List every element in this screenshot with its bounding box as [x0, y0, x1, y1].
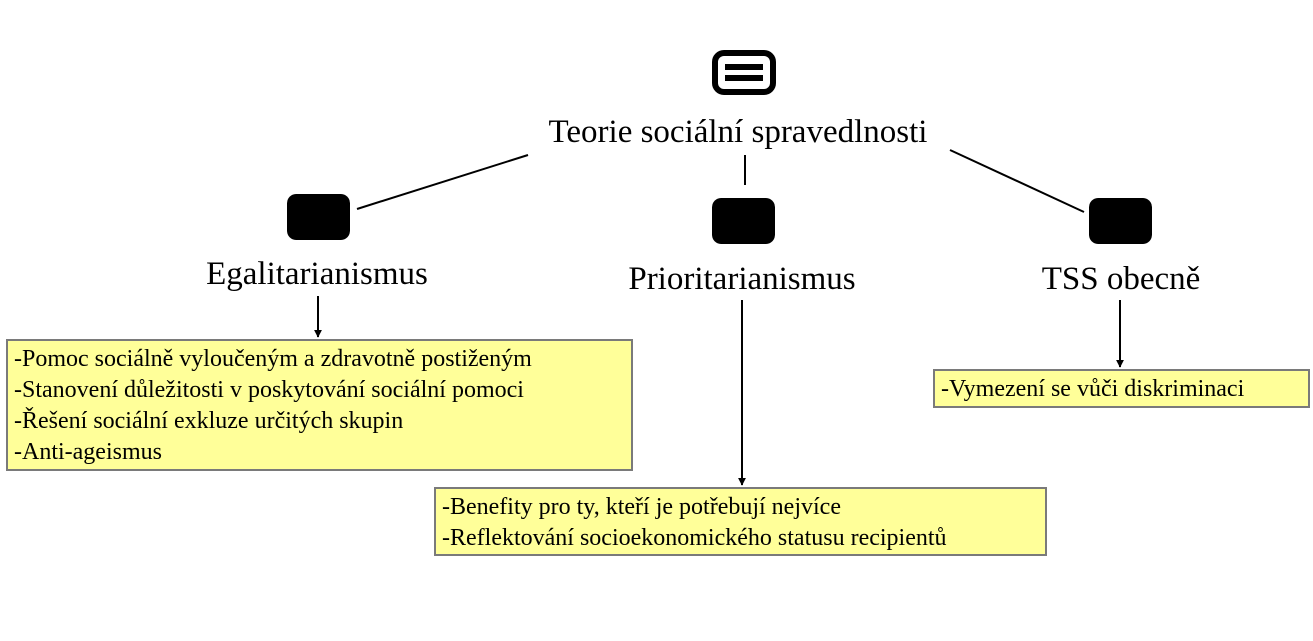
root-title: Teorie sociální spravedlnosti [548, 114, 928, 150]
branch-items-egalitarianismus [6, 339, 633, 471]
branch-items-prioritarianismus [434, 487, 1047, 556]
list-item: -Benefity pro ty, kteří je potřebují nejvíce [442, 494, 841, 520]
list-icon[interactable] [712, 50, 776, 95]
branch-title-prioritarianismus: Prioritarianismus [628, 261, 856, 297]
branch-title-tss-obecne: TSS obecně [1041, 261, 1201, 297]
branch-title-egalitarianismus: Egalitarianismus [206, 256, 428, 292]
link-root-egalitarianismus [357, 155, 528, 209]
list-item: -Anti-ageismus [14, 439, 162, 465]
list-item: -Reflektování socioekonomického statusu recipientů [442, 525, 947, 551]
list-item: -Vymezení se vůči diskriminaci [941, 376, 1245, 402]
list-item: -Pomoc sociálně vyloučeným a zdravotně postiženým [14, 346, 532, 372]
collapsed-node-icon[interactable] [1089, 198, 1152, 244]
list-item: -Stanovení důležitosti v poskytování sociální pomoci [14, 377, 524, 403]
branch-items-tss-obecne [933, 369, 1310, 408]
collapsed-node-icon[interactable] [287, 194, 350, 240]
list-item: -Řešení sociální exkluze určitých skupin [14, 408, 404, 434]
link-root-tss-obecne [950, 150, 1084, 212]
collapsed-node-icon[interactable] [712, 198, 775, 244]
